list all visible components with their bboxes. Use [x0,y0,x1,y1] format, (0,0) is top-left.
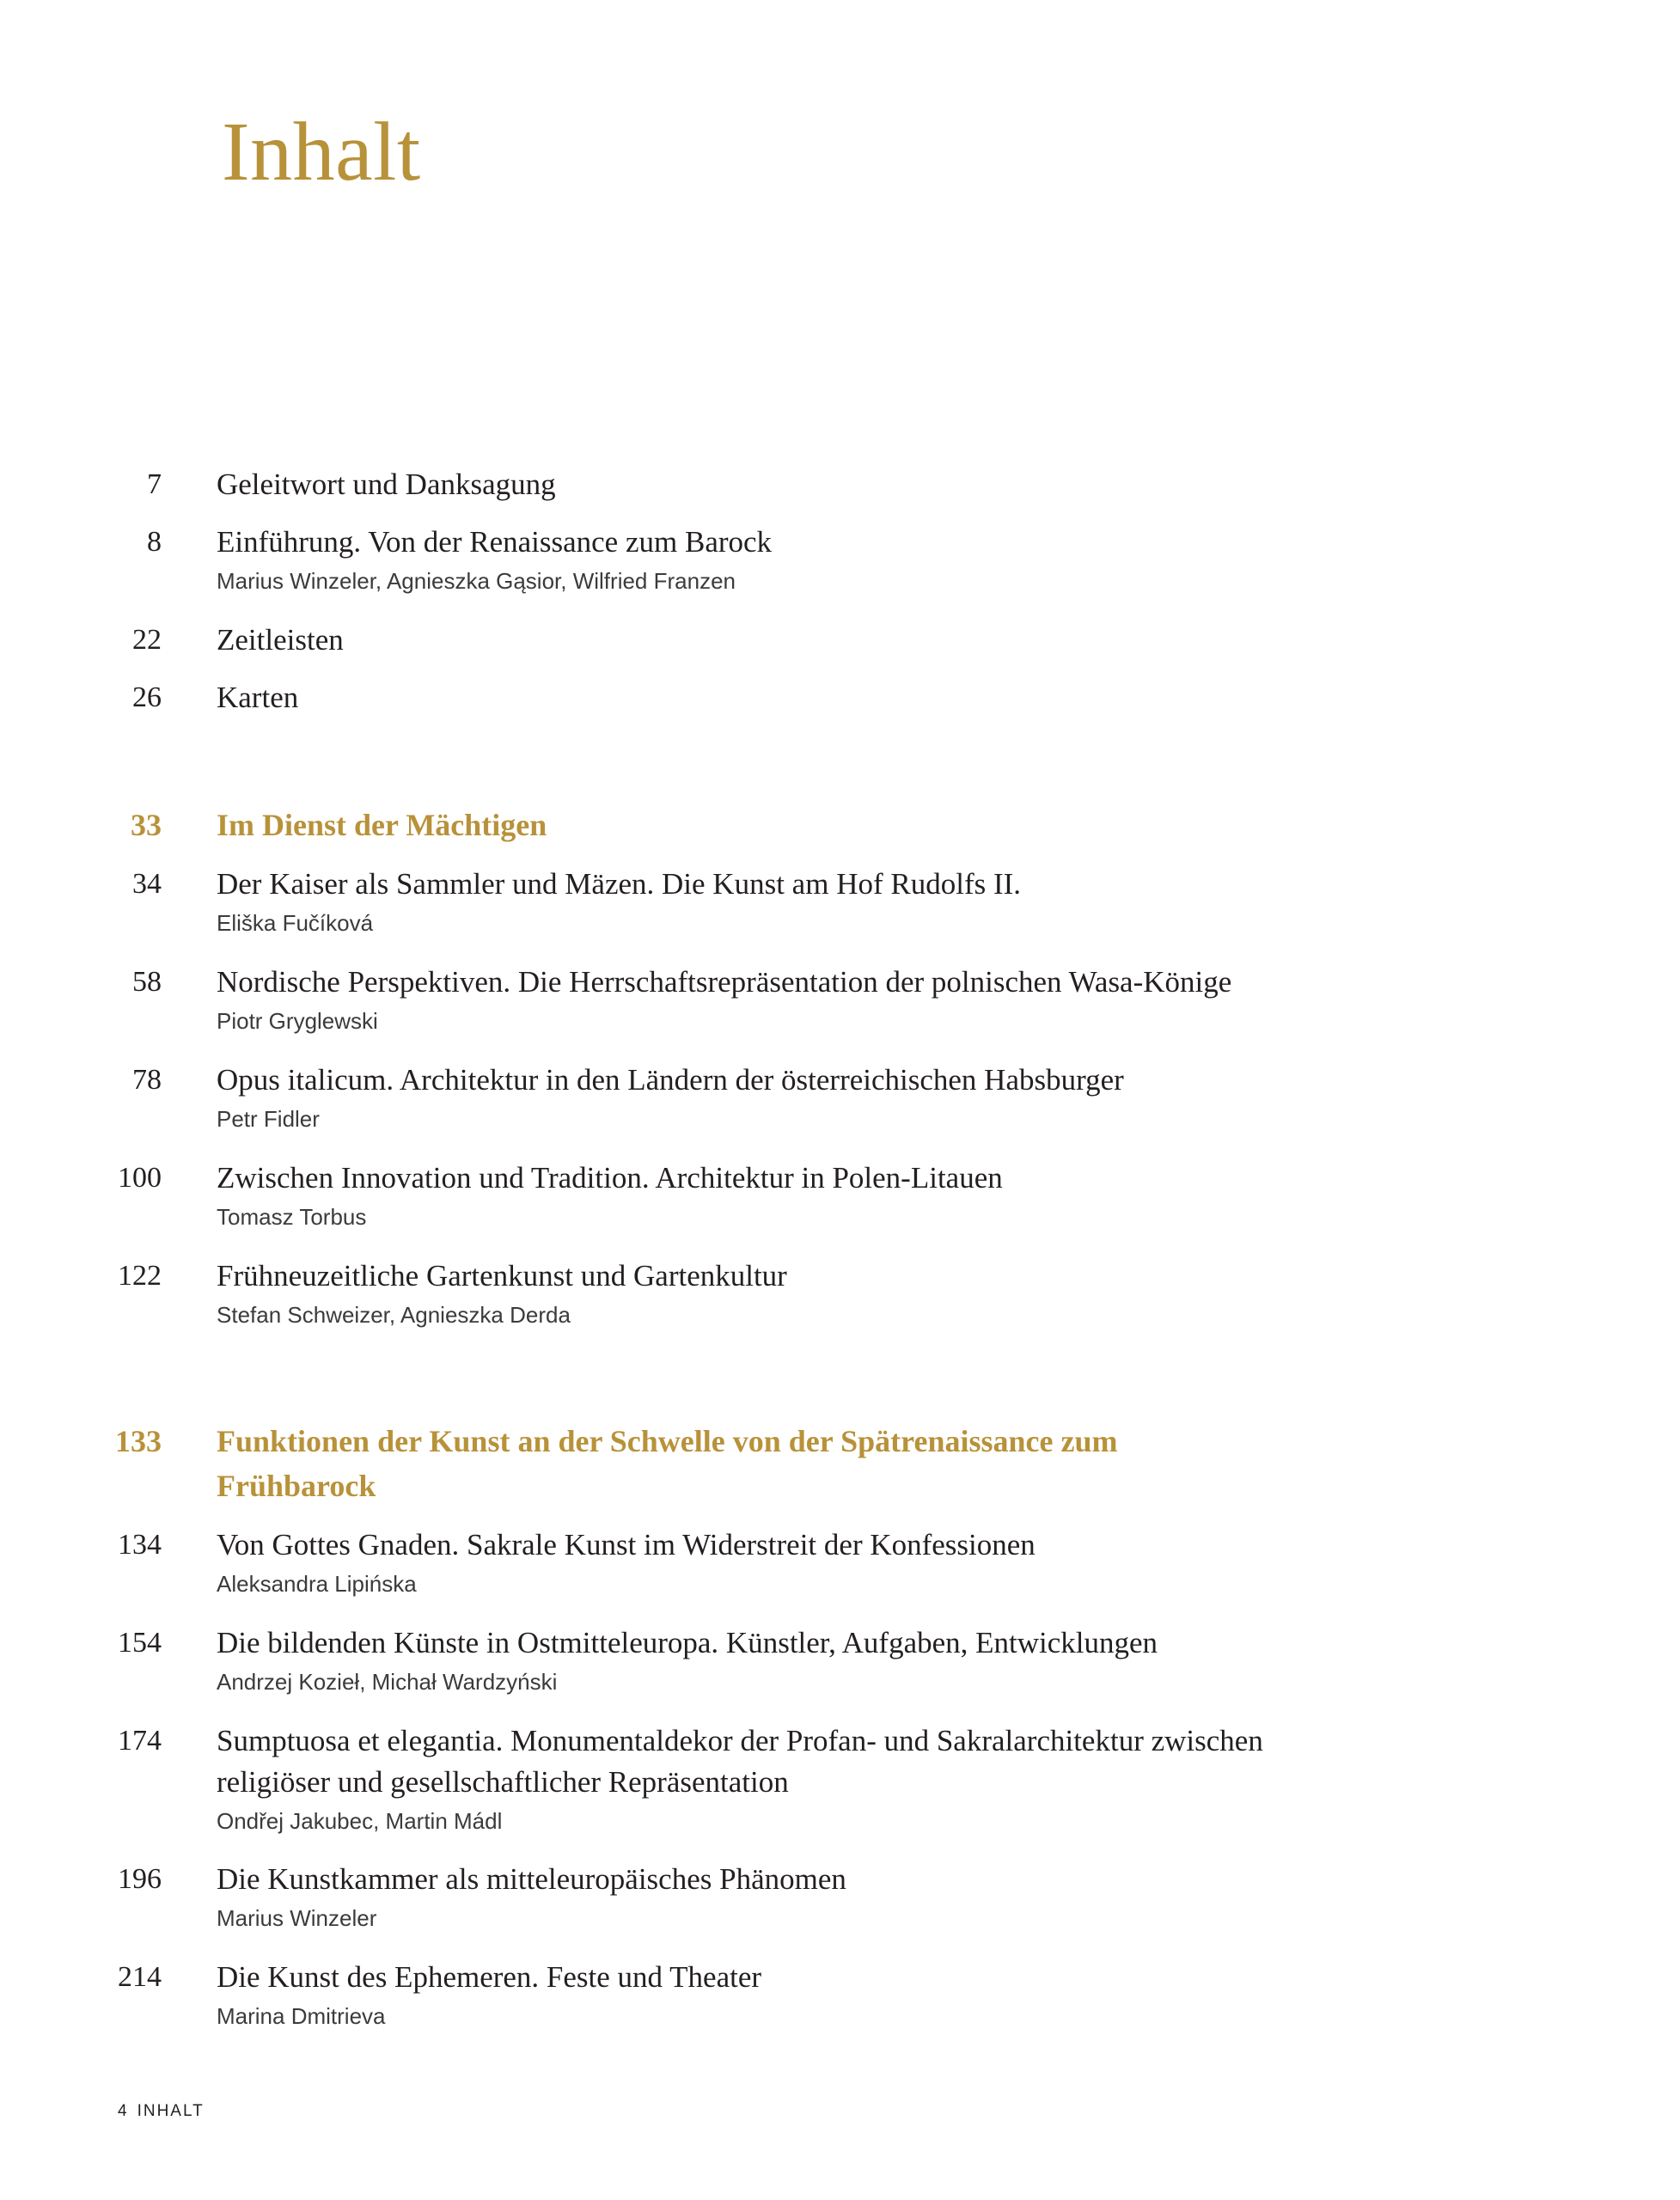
footer-page-number: 4 [118,2102,129,2120]
toc-entry-author: Eliška Fučíková [217,910,374,936]
toc-entry-title: Einführung. Von der Renaissance zum Barock [217,525,773,559]
toc-page-number: 26 [132,681,162,713]
toc-page-number: 7 [147,468,162,500]
toc-page-number: 8 [147,526,162,558]
toc-entry-title-continued: religiöser und gesellschaftlicher Repräsentation [217,1765,789,1799]
toc-page-number: 122 [118,1260,162,1292]
toc-entry-title: Nordische Perspektiven. Die Herrschaftsrepräsentation der polnischen Wasa-Könige [217,965,1232,999]
toc-entry-title: Frühneuzeitliche Gartenkunst und Gartenkultur [217,1259,787,1292]
page-title: Inhalt [222,106,421,199]
toc-section-title-continued: Frühbarock [217,1469,376,1503]
toc-entry-author: Marius Winzeler, Agnieszka Gąsior, Wilfried Franzen [217,568,736,594]
toc-section-page-number: 133 [115,1424,162,1458]
toc-page-number: 78 [132,1064,162,1096]
toc-entry-author: Marius Winzeler [217,1905,377,1931]
toc-entry-title: Von Gottes Gnaden. Sakrale Kunst im Widerstreit der Konfessionen [217,1528,1035,1561]
toc-entry-title: Zwischen Innovation und Tradition. Architektur in Polen-Litauen [217,1161,1003,1195]
toc-entry-title: Karten [217,681,299,714]
toc-entry-author: Ondřej Jakubec, Martin Mádl [217,1808,503,1834]
toc-entry-title: Die bildenden Künste in Ostmitteleuropa. Künstler, Aufgaben, Entwicklungen [217,1626,1158,1659]
footer-running-head: INHALT [137,2102,205,2120]
toc-section-title: Funktionen der Kunst an der Schwelle von der Spätrenaissance zum [217,1424,1118,1458]
toc-entry-author: Andrzej Kozieł, Michał Wardzyński [217,1669,558,1695]
toc-section-page-number: 33 [131,808,162,842]
page-footer [118,2102,213,2121]
toc-entry-author: Tomasz Torbus [217,1204,367,1230]
toc-page-number: 22 [132,624,162,656]
toc-entry-author: Petr Fidler [217,1106,320,1132]
toc-entry-title: Sumptuosa et elegantia. Monumentaldekor der Profan- und Sakralarchitektur zwischen [217,1724,1263,1757]
toc-page-number: 154 [118,1627,162,1659]
toc-entry-author: Stefan Schweizer, Agnieszka Derda [217,1302,571,1328]
toc-page-number: 134 [118,1529,162,1561]
toc-entry-author: Aleksandra Lipińska [217,1571,417,1597]
toc-page-number: 196 [118,1863,162,1895]
toc-page-number: 214 [118,1961,162,1993]
toc-entry-author: Piotr Gryglewski [217,1008,378,1034]
toc-page-number: 34 [132,868,162,900]
toc-page-number: 58 [132,966,162,998]
toc-entry-title: Der Kaiser als Sammler und Mäzen. Die Kunst am Hof Rudolfs II. [217,867,1022,901]
toc-entry-title: Zeitleisten [217,623,344,657]
toc-page-number: 174 [118,1725,162,1757]
toc-entry-title: Geleitwort und Danksagung [217,468,556,501]
toc-entry-title: Die Kunst des Ephemeren. Feste und Theater [217,1960,762,1994]
toc-entry-author: Marina Dmitrieva [217,2003,386,2029]
toc-entry-title: Opus italicum. Architektur in den Ländern der österreichischen Habsburger [217,1063,1124,1097]
toc-page-number: 100 [118,1162,162,1194]
toc-section-title: Im Dienst der Mächtigen [217,808,547,842]
toc-entry-title: Die Kunstkammer als mitteleuropäisches Phänomen [217,1862,846,1896]
